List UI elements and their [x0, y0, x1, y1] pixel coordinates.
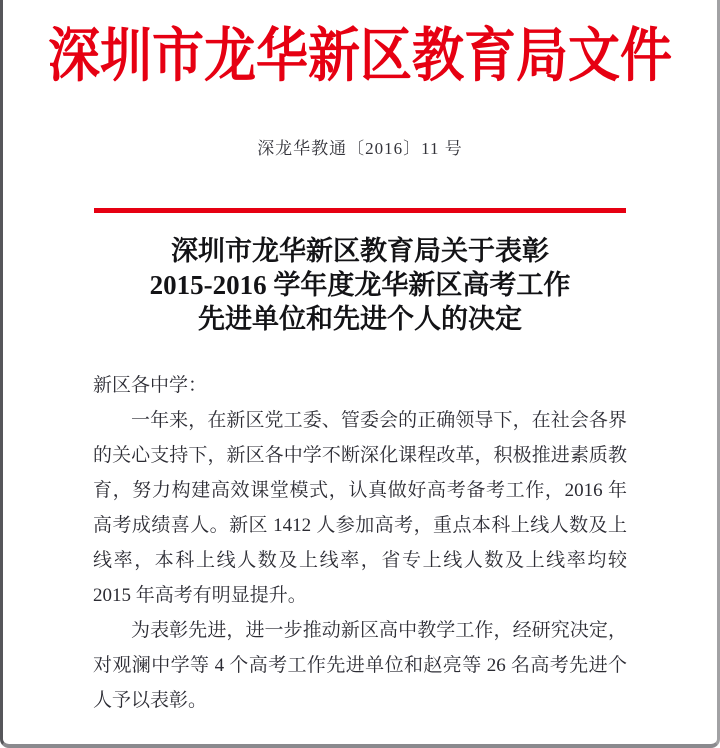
- letterhead-title: 深圳市龙华新区教育局文件: [47, 25, 672, 90]
- body-paragraph-2: 为表彰先进，进一步推动新区高中教学工作，经研究决定，对观澜中学等 4 个高考工作先进单位和赵亮等 26 名高考先进个人予以表彰。: [93, 620, 627, 711]
- document-number: 深龙华教通〔2016〕11 号: [257, 139, 463, 158]
- document-title: [3, 234, 717, 336]
- red-divider-rule: [94, 208, 626, 213]
- document-title-line-1: 深圳市龙华新区教育局关于表彰: [171, 236, 549, 266]
- salutation: 新区各中学：: [93, 375, 208, 396]
- document-body: [93, 368, 627, 718]
- document-title-line-2: 2015-2016 学年度龙华新区高考工作: [149, 270, 571, 300]
- document-title-line-3: 先进单位和先进个人的决定: [198, 304, 522, 334]
- body-paragraph-1: 一年来，在新区党工委、管委会的正确领导下，在社会各界的关心支持下，新区各中学不断深化课程改革，积极推进素质教育，努力构建高效课堂模式，认真做好高考备考工作，2016 年高考成绩喜人。新区 1412 人参加高考，重点本科上线人数及上线率，本科上线人数及上线率，省专上线人数及上线率均较 2015 年高考有明显提升。: [93, 410, 627, 606]
